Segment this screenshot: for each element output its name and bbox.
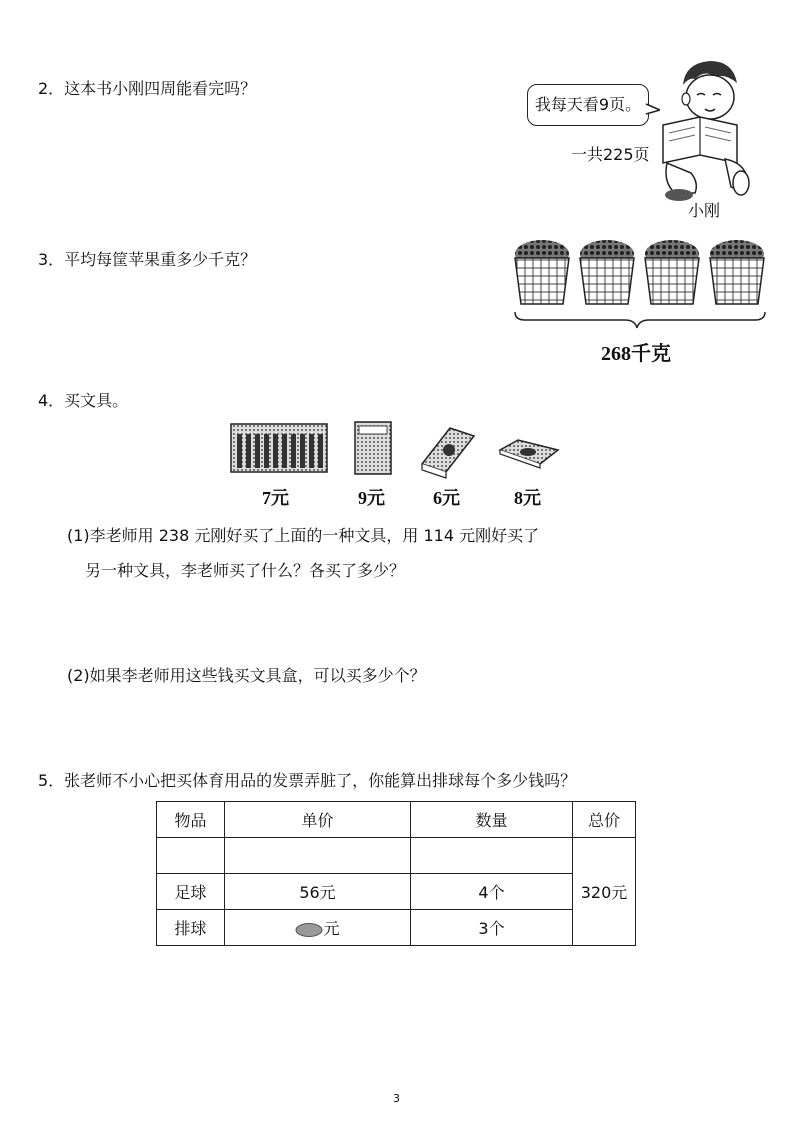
total-price-value: 320元 <box>580 883 628 902</box>
cell-qty-football: 4个 <box>411 874 573 910</box>
apple-baskets-illustration <box>505 232 775 332</box>
cell-total <box>573 838 636 946</box>
table-row <box>157 874 636 910</box>
speech-bubble-text: 我每天看9页。 <box>534 95 642 114</box>
pencil-case-icon <box>500 440 558 468</box>
page-number: 3 <box>393 1092 400 1105</box>
table-row <box>157 910 636 946</box>
basket-3 <box>645 240 699 304</box>
price-notebook: 9元 <box>358 488 385 508</box>
table-row-empty <box>157 838 636 874</box>
cell-price-football: 56元 <box>225 874 411 910</box>
invoice-table <box>156 801 636 946</box>
basket-2 <box>580 240 634 304</box>
boy-name-label: 小刚 <box>688 201 721 220</box>
question-4-sub2: (2)如果李老师用这些钱买文具盒，可以买多少个？ <box>67 666 426 685</box>
boy-reading-illustration <box>655 55 755 205</box>
question-3-text: 3．平均每筐苹果重多少千克？ <box>38 250 257 269</box>
price-unit-suffix: 元 <box>323 919 340 938</box>
question-5-text: 5．张老师不小心把买体育用品的发票弄脏了，你能算出排球每个多少钱吗？ <box>38 771 577 790</box>
header-total: 总价 <box>573 802 636 838</box>
question-4-sub1-line2: 另一种文具，李老师买了什么？各买了多少？ <box>85 561 406 580</box>
price-pencil-case: 8元 <box>514 488 541 508</box>
basket-4 <box>710 240 764 304</box>
cell-empty <box>157 838 225 874</box>
cell-qty-volleyball: 3个 <box>411 910 573 946</box>
ink-blot-icon <box>295 922 323 938</box>
crayon-box-icon <box>231 424 327 472</box>
basket-1 <box>515 240 569 304</box>
cell-price-volleyball <box>225 910 411 946</box>
question-4-sub1-line1: (1)李老师用 238 元刚好买了上面的一种文具，用 114 元刚好买了 <box>67 526 540 545</box>
header-unit-price: 单价 <box>225 802 411 838</box>
price-book: 6元 <box>433 488 460 508</box>
cell-item-volleyball: 排球 <box>157 910 225 946</box>
speech-bubble-tail <box>520 80 660 130</box>
table-header-row <box>157 802 636 838</box>
cell-item-football: 足球 <box>157 874 225 910</box>
stationery-illustration <box>228 420 568 480</box>
price-crayons: 7元 <box>262 488 289 508</box>
question-4-text: 4．买文具。 <box>38 391 129 410</box>
cell-empty <box>411 838 573 874</box>
header-quantity: 数量 <box>411 802 573 838</box>
question-2-text: 2．这本书小刚四周能看完吗？ <box>38 79 257 98</box>
total-weight-label: 268千克 <box>601 343 671 365</box>
curly-brace <box>515 312 765 328</box>
book-icon <box>422 428 474 478</box>
header-item: 物品 <box>157 802 225 838</box>
notebook-icon <box>355 422 391 474</box>
book-total-pages: 一共225页 <box>571 145 650 164</box>
cell-empty <box>225 838 411 874</box>
